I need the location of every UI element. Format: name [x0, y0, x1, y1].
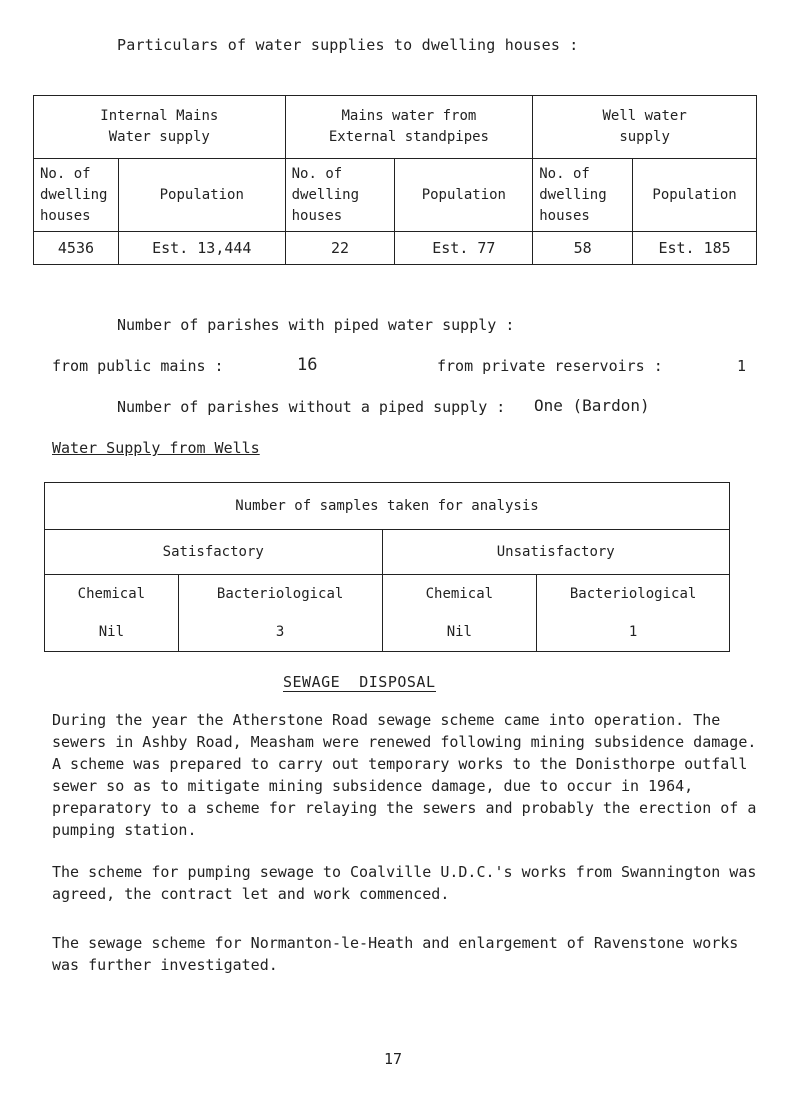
table-cell: Nil: [45, 613, 179, 652]
table-cell: 1: [537, 613, 730, 652]
public-mains-label: from public mains :: [52, 357, 224, 375]
table-cell: Est. 185: [633, 232, 757, 265]
column-header: Bacteriological: [537, 575, 730, 614]
table-cell: Est. 13,444: [118, 232, 285, 265]
piped-supply-heading: Number of parishes with piped water supply :: [117, 316, 515, 334]
column-header: Chemical: [382, 575, 537, 614]
sewage-paragraph: The scheme for pumping sewage to Coalville U.D.C.'s works from Swannington was agreed, the contract let and work commenced.: [52, 863, 757, 903]
column-header: Bacteriological: [178, 575, 382, 614]
sewage-paragraph: During the year the Atherstone Road sewage scheme came into operation. The sewers in Ashby Road, Measham were renewed following mining subsidence damage. A scheme was prepared to carry out temporary works to the Donisthorpe outfall sewer so as to mitigate mining subsidence damage, due to occur in 1964, preparatory to a scheme for relaying the sewers and probably the erection of a pumping station.: [52, 711, 757, 839]
column-header: Chemical: [45, 575, 179, 614]
header-dwellings: No. of dwelling houses: [285, 159, 395, 232]
header-unsatisfactory: Unsatisfactory: [382, 530, 730, 575]
private-reservoirs-label: from private reservoirs :: [437, 357, 663, 375]
sewage-paragraph: The sewage scheme for Normanton-le-Heath and enlargement of Ravenstone works was further investigated.: [52, 934, 739, 974]
table-cell: 3: [178, 613, 382, 652]
group-internal-mains: Internal Mains Water supply: [34, 96, 286, 159]
public-mains-value: 16: [297, 355, 318, 375]
samples-table: [44, 482, 730, 652]
wells-heading: Water Supply from Wells: [52, 439, 260, 457]
group-well-water: Well water supply: [533, 96, 757, 159]
header-population: Population: [633, 159, 757, 232]
water-supply-table: [33, 95, 757, 265]
without-piped-label: Number of parishes without a piped supply :: [117, 398, 506, 416]
sewage-title: SEWAGE DISPOSAL: [283, 673, 436, 691]
table-cell: 22: [285, 232, 395, 265]
header-dwellings: No. of dwelling houses: [533, 159, 633, 232]
page-heading: Particulars of water supplies to dwelling houses :: [117, 36, 579, 54]
table-cell: 4536: [34, 232, 119, 265]
header-satisfactory: Satisfactory: [45, 530, 383, 575]
private-reservoirs-value: 1: [737, 357, 747, 375]
page-number: 17: [384, 1050, 403, 1068]
header-population: Population: [395, 159, 533, 232]
header-population: Population: [118, 159, 285, 232]
group-external-standpipes: Mains water from External standpipes: [285, 96, 533, 159]
table-cell: Est. 77: [395, 232, 533, 265]
table-cell: Nil: [382, 613, 537, 652]
header-dwellings: No. of dwelling houses: [34, 159, 119, 232]
table-cell: 58: [533, 232, 633, 265]
samples-title: Number of samples taken for analysis: [45, 483, 730, 530]
without-piped-value: One (Bardon): [534, 396, 650, 415]
